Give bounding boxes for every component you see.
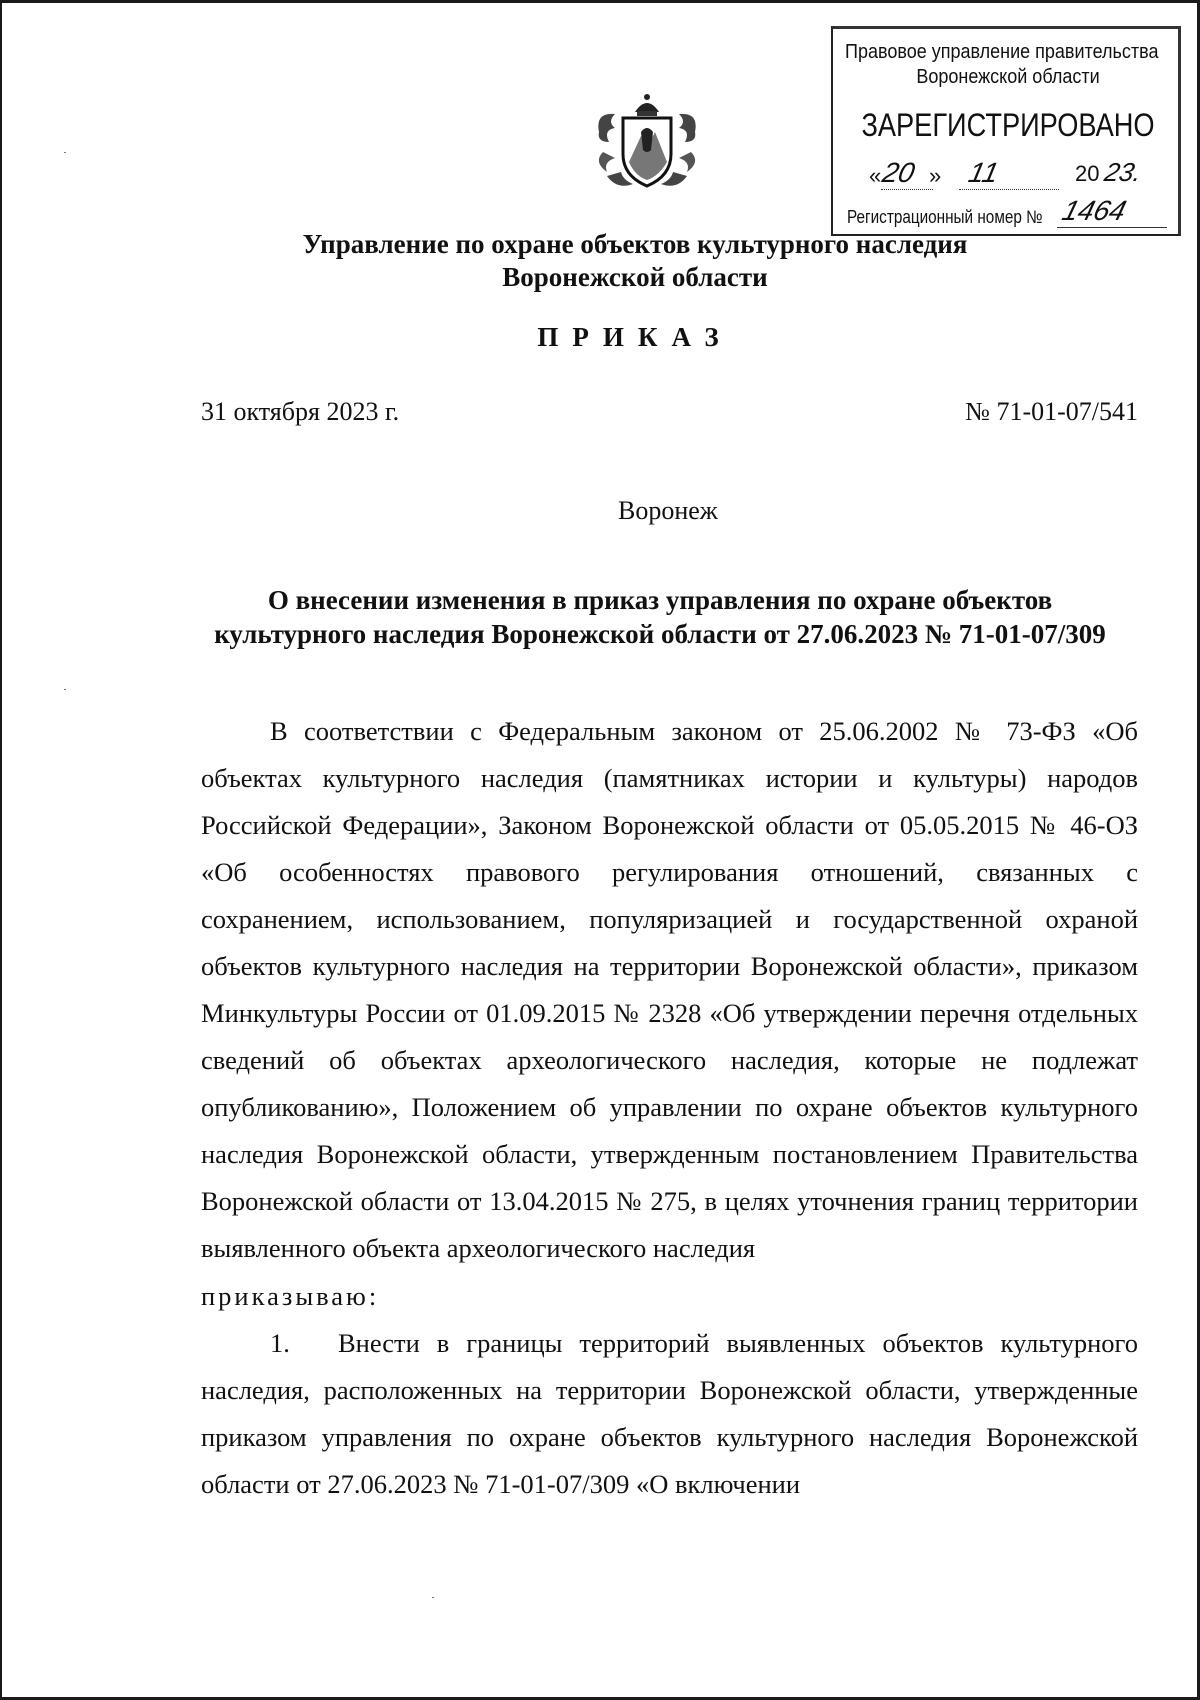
stamp-month: 11 [965,157,1002,188]
stamp-year-handwritten: 23. [1101,157,1145,187]
document-subject [180,583,1140,651]
stamp-month-underline [959,189,1059,190]
orders-keyword: приказываю: [201,1281,380,1311]
authority-line2: Воронежской области [502,262,768,292]
registration-stamp [831,26,1181,236]
authority-line1: Управление по охране объектов культурного наследия [302,229,968,259]
document-number: № 71-01-07/541 [965,397,1138,426]
document-date: 31 октября 2023 г. [201,397,400,426]
scan-speck [64,689,66,690]
stamp-date [869,159,1159,193]
preamble-paragraph: В соответствии с Федеральным законом от 25.06.2002 № 73-ФЗ «Об объектах культурного наследия (памятниках истории и культуры) народов Российской Федерации», Законом Воронежской области от 05.05.2015 № 46-ОЗ «Об особенностях правового регулирования отношений, связанных с сохранением, использованием, популяризацией и государственной охраной объектов культурного наследия на территории Воронежской области», приказом Минкультуры России от 01.09.2015 № 2328 «Об утверждении перечня отдельных сведений об объектах археологического наследия, которые не подлежат опубликованию», Положением об управлении по охране объектов культурного наследия Воронежской области, утвержденным постановлением Правительства Воронежской области от 13.04.2015 № 275, в целях уточнения границ территории выявленного объекта археологического наследия [201,716,1138,1263]
document-type: ПРИКАЗ [537,322,733,352]
stamp-quote-close: » [929,163,942,188]
document-body [201,708,1138,1508]
scan-speck [64,152,66,153]
stamp-day-underline [881,189,933,190]
stamp-quote-open: « [869,163,882,188]
document-city: Воронеж [618,496,718,525]
stamp-regno-value: 1464 [1058,195,1130,226]
stamp-year-prefix: 20 [1075,161,1100,186]
stamp-day: 20 [879,157,918,188]
authority-name [0,228,1200,294]
subject-line2: культурного наследия Воронежской области от 27.06.2023 № 71-01-07/309 [214,619,1106,649]
order-item-1 [201,1320,1138,1508]
subject-line1: О внесении изменения в приказ управления по охране объектов [267,585,1053,615]
stamp-authority-line1: Правовое управление правительства [845,41,1159,63]
scan-speck [432,1597,434,1598]
order-item-1-number: 1. [270,1328,290,1358]
stamp-authority-line2: Воронежской области [916,66,1100,88]
voronezh-coat-of-arms-icon [593,92,701,192]
stamp-registered-label: ЗАРЕГИСТРИРОВАНО [861,107,1155,143]
order-item-1-text: Внести в границы территорий выявленных объектов культурного наследия, расположенных на территории Воронежской области, утвержденные приказом управления по охране объектов культурного наследия Воронежской области от 27.06.2023 № 71-01-07/309 «О включении [201,1328,1138,1499]
stamp-regno-label: Регистрационный номер № [847,207,1043,227]
